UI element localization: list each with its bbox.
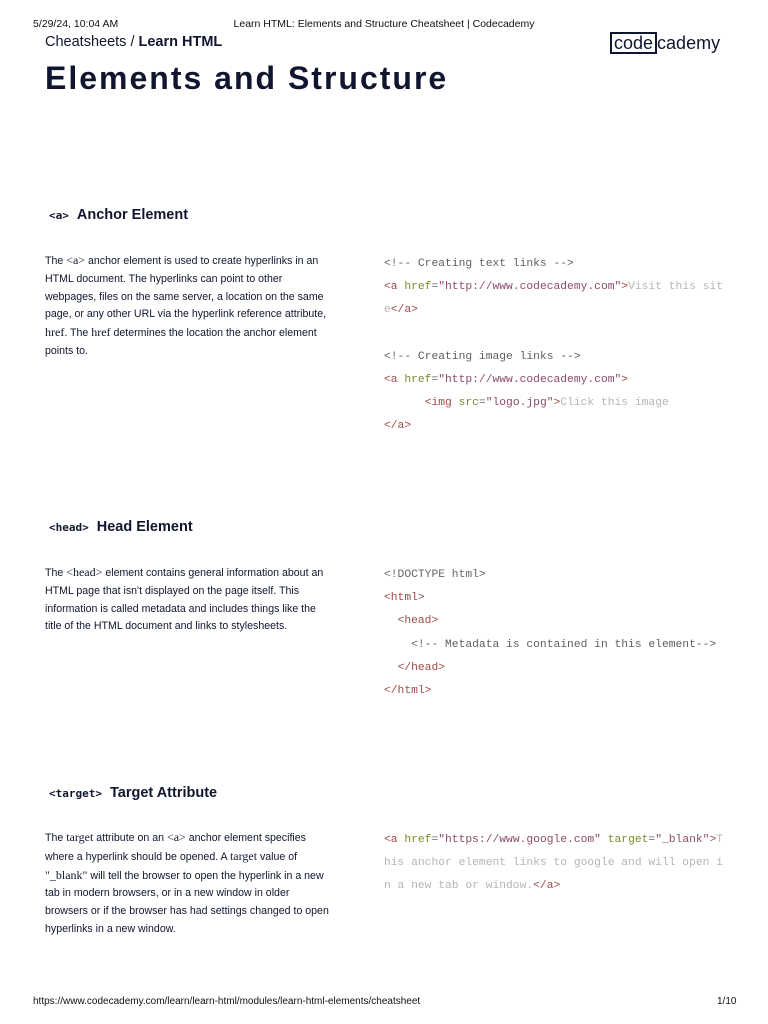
code-token: "_blank" [655,834,710,846]
code-token: <img [424,397,459,410]
code-comment: <!-- Metadata is contained in this element--> [384,638,717,651]
head-description [45,564,335,636]
code-line: <head> [384,615,439,628]
target-description [45,829,335,939]
anchor-code-example [384,253,724,439]
code-token: target [607,834,649,846]
print-page-number: 1/10 [717,996,737,1007]
desc-text: element contains general information about an HTML page that isn't displayed on the page itself. This information is called metadata and includes things like the title of the HTML document and links to stylesheets. [45,567,324,633]
desc-text: The [45,832,67,844]
code-indent [384,397,425,409]
code-token: "http://www.codecademy.com" [438,281,622,294]
code-token: href [404,374,432,386]
print-datetime: 5/29/24, 10:04 AM [33,18,119,30]
section-title: Target Attribute [109,785,218,801]
print-document-title: Learn HTML: Elements and Structure Cheatsheet | Codecademy [233,18,535,30]
desc-text: The [45,567,67,579]
code-token: "logo.jpg" [485,397,554,410]
inline-code: target [66,830,94,844]
desc-text: anchor element specifies where a hyperlink should be opened. A [45,832,306,863]
desc-text: will tell the browser to open the hyperlink in a new tab in modern browsers, or in a new window in older browsers or if the browser has had settings changed to open hyperlinks in a new window. [45,869,329,935]
code-token: = [431,374,439,386]
code-blank-line [384,323,724,346]
inline-code: <a> [66,253,86,267]
code-token: = [478,397,486,410]
section-tag: <head> [49,521,89,534]
code-line: <html> [384,592,425,605]
code-line [384,392,724,415]
code-token: <a [384,281,405,294]
code-token: <a [384,834,405,846]
desc-text: The [45,255,67,267]
code-token: > [621,374,629,386]
desc-text: attribute on an [93,832,167,844]
section-title: Anchor Element [76,207,189,223]
desc-text: . The [64,327,92,340]
code-comment: <!-- Creating image links --> [384,350,581,363]
section-tag: <target> [49,787,102,800]
code-token: = [648,834,656,846]
inline-code: href [91,325,111,340]
code-token: href [404,834,432,846]
code-token: This anchor element links to google and will open in a new tab or window. [384,834,723,893]
code-token: > [621,281,629,294]
section-tag: <a> [49,209,69,222]
head-code-example [384,564,724,703]
code-token: </a> [390,304,418,317]
breadcrumb-current[interactable]: Learn HTML [138,34,223,50]
page-title: Elements and Structure [45,60,449,96]
inline-code: "_blank" [45,867,88,882]
section-heading-target [49,785,217,801]
code-token: > [553,397,561,410]
logo-box-text: code [610,32,657,54]
codecademy-logo[interactable] [610,31,720,55]
code-line [384,276,724,322]
breadcrumb [45,34,222,50]
section-heading-anchor [49,207,188,223]
code-token: Visit this site [384,281,723,317]
code-line: </html> [384,685,432,698]
desc-text: value of [257,850,298,863]
code-token: <a [384,374,405,386]
code-token: = [431,281,439,294]
section-heading-head [49,519,193,535]
code-line [384,369,724,392]
code-token [601,834,608,846]
code-token: Click this image [560,397,669,410]
code-token: > [709,834,717,846]
code-line: </a> [384,420,412,433]
code-token: src [458,397,479,410]
logo-rest-text: cademy [657,33,721,53]
code-token: href [404,281,432,294]
code-line: <!DOCTYPE html> [384,569,486,581]
desc-text: anchor element is used to create hyperlinks in an HTML document. The hyperlinks can point to other webpages, files on the same server, a location on the same page, or any other URL via the hyperlink reference attribute, [45,255,327,321]
breadcrumb-cheatsheets-link[interactable]: Cheatsheets [45,34,127,50]
inline-code: <a> [166,830,186,844]
code-token: = [431,834,439,846]
code-line: </head> [384,661,446,674]
code-token: "https://www.google.com" [438,834,601,846]
code-token: "http://www.codecademy.com" [438,374,622,386]
code-comment: <!-- Creating text links --> [384,258,574,270]
inline-code: href [45,325,65,340]
inline-code: target [229,848,258,863]
code-token: </a> [533,880,561,893]
section-title: Head Element [96,519,193,535]
breadcrumb-separator: / [126,34,139,50]
anchor-description [45,252,335,361]
desc-text: determines the location the anchor element points to. [45,327,317,357]
target-code-example [384,829,724,899]
print-url: https://www.codecademy.com/learn/learn-html/modules/learn-html-elements/cheatsheet [33,996,421,1007]
inline-code: <head> [66,565,103,579]
